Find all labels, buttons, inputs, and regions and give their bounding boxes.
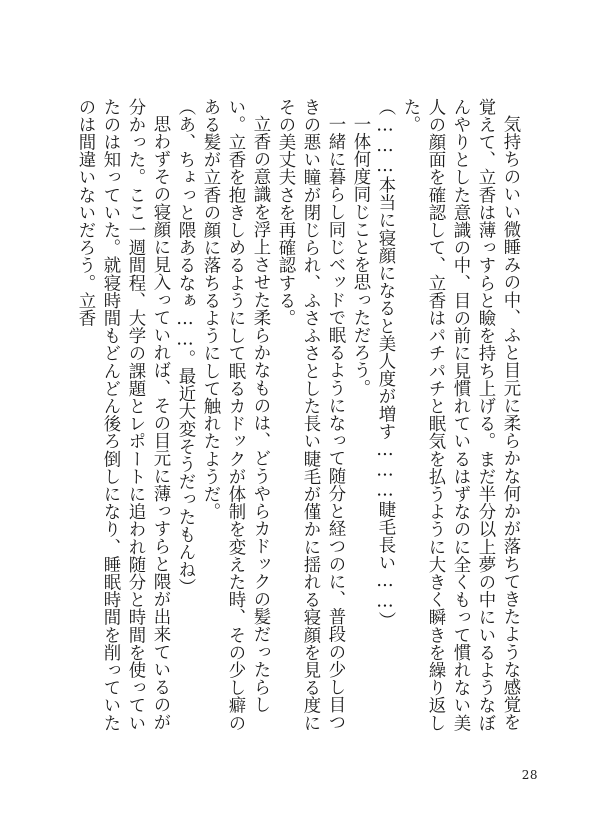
paragraph-3: 一体何度同じことを思っただろう。	[350, 115, 370, 397]
body-text	[72, 98, 522, 746]
paragraph-2-thought: （………本当に寝顔になると美人度が増す………睫毛長い……）	[375, 98, 395, 630]
paragraph-1: 気持ちのいい微睡みの中、ふと目元に柔らかな何かが落ちてきたような感覚を覚えて、立香は薄っすらと瞼を持ち上げる。まだ半分以上夢の中にいるようなぼんやりとした意識の中、目の前に見慣れているはずなのに全くもって慣れない美人の顔面を確認して、立香はパチパチと眠気を払うように大きく瞬きを繰り返した。	[400, 98, 520, 732]
paragraph-4: 一緒に暮らし同じベッドで眠るようになって随分と経つのに、普段の少し目つきの悪い瞳が閉じられ、ふさふさとした長い睫毛が僅かに揺れる寝顔を見る度にその美丈夫さを再確認する。	[275, 98, 345, 732]
page-number: 28	[521, 768, 538, 782]
paragraph-7: 思わずその寝顔に見入っていれば、その目元に薄っすらと隈が出来ているのが分かった。ここ一週間程、大学の課題とレポートに追われ随分と時間を使っていたのは知っていた。就寝時間もどんどん後ろ倒しになり、睡眠時間を削っていたのは間違いないだろう。立香	[75, 98, 170, 732]
paragraph-5: 立香の意識を浮上させた柔らかなものは、どうやらカドックの髪だったらしい。立香を抱きしめるようにして眠るカドックが体制を変えた時、その少し癖のある髪が立香の顔に落ちるようにして触れたようだ。	[200, 98, 270, 732]
paragraph-6-thought: （あ、ちょっと隈あるなぁ……。最近大変そうだったもんね）	[175, 98, 195, 596]
